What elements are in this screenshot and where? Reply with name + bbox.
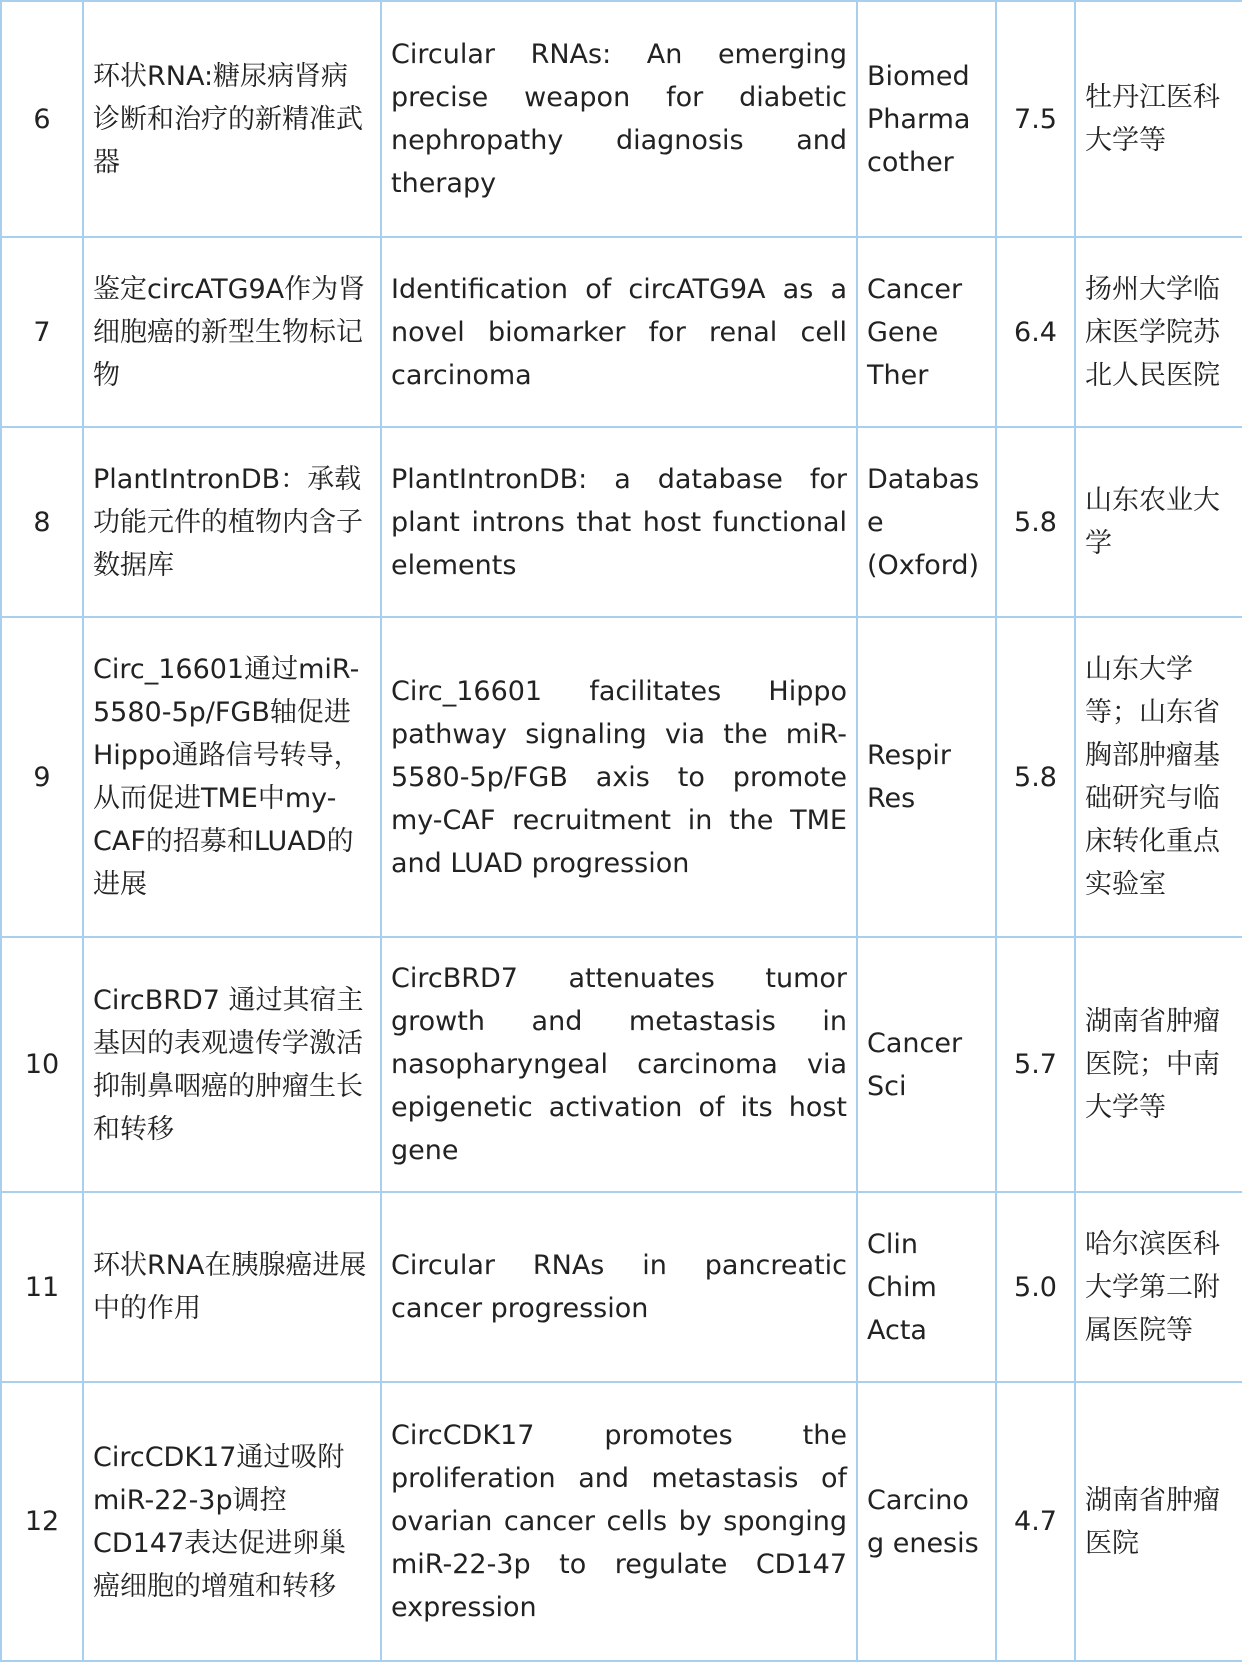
journal: Databas e (Oxford) <box>857 427 996 617</box>
institution: 哈尔滨医科大学第二附属医院等 <box>1075 1192 1242 1382</box>
table-row <box>1 237 1242 427</box>
journal: Respir Res <box>857 617 996 937</box>
row-number: 11 <box>1 1192 83 1382</box>
chinese-title: CircCDK17通过吸附miR-22-3p调控CD147表达促进卵巢癌细胞的增殖和转移 <box>83 1382 381 1661</box>
journal: Clin Chim Acta <box>857 1192 996 1382</box>
chinese-title: PlantIntronDB：承载功能元件的植物内含子数据库 <box>83 427 381 617</box>
impact-factor: 5.8 <box>996 427 1075 617</box>
impact-factor: 5.7 <box>996 937 1075 1192</box>
row-number: 7 <box>1 237 83 427</box>
institution: 湖南省肿瘤医院；中南大学等 <box>1075 937 1242 1192</box>
table-row <box>1 617 1242 937</box>
chinese-title: 鉴定circATG9A作为肾细胞癌的新型生物标记物 <box>83 237 381 427</box>
institution: 扬州大学临床医学院苏北人民医院 <box>1075 237 1242 427</box>
table-row <box>1 1192 1242 1382</box>
english-title: Circular RNAs: An emerging precise weapon for diabetic nephropathy diagnosis and therapy <box>381 1 857 237</box>
impact-factor: 7.5 <box>996 1 1075 237</box>
row-number: 8 <box>1 427 83 617</box>
institution: 湖南省肿瘤医院 <box>1075 1382 1242 1661</box>
english-title: CircCDK17 promotes the proliferation and metastasis of ovarian cancer cells by sponging miR-22-3p to regulate CD147 expression <box>381 1382 857 1661</box>
impact-factor: 6.4 <box>996 237 1075 427</box>
chinese-title: 环状RNA:糖尿病肾病诊断和治疗的新精准武器 <box>83 1 381 237</box>
journal: Biomed Pharma cother <box>857 1 996 237</box>
english-title: PlantIntronDB: a database for plant introns that host functional elements <box>381 427 857 617</box>
english-title: Identification of circATG9A as a novel biomarker for renal cell carcinoma <box>381 237 857 427</box>
chinese-title: CircBRD7 通过其宿主基因的表观遗传学激活抑制鼻咽癌的肿瘤生长和转移 <box>83 937 381 1192</box>
impact-factor: 4.7 <box>996 1382 1075 1661</box>
chinese-title: 环状RNA在胰腺癌进展中的作用 <box>83 1192 381 1382</box>
institution: 山东农业大学 <box>1075 427 1242 617</box>
institution: 山东大学等；山东省胸部肿瘤基础研究与临床转化重点实验室 <box>1075 617 1242 937</box>
row-number: 10 <box>1 937 83 1192</box>
chinese-title: Circ_16601通过miR-5580-5p/FGB轴促进Hippo通路信号转导，从而促进TME中my-CAF的招募和LUAD的进展 <box>83 617 381 937</box>
english-title: Circ_16601 facilitates Hippo pathway signaling via the miR-5580-5p/FGB axis to promote my-CAF recruitment in the TME and LUAD progression <box>381 617 857 937</box>
journal: Cancer Gene Ther <box>857 237 996 427</box>
institution: 牡丹江医科大学等 <box>1075 1 1242 237</box>
table-row <box>1 427 1242 617</box>
impact-factor: 5.0 <box>996 1192 1075 1382</box>
table-row <box>1 937 1242 1192</box>
journal: Cancer Sci <box>857 937 996 1192</box>
row-number: 9 <box>1 617 83 937</box>
table-row <box>1 1382 1242 1661</box>
journal: Carcinog enesis <box>857 1382 996 1661</box>
table-row <box>1 1 1242 237</box>
english-title: CircBRD7 attenuates tumor growth and metastasis in nasopharyngeal carcinoma via epigenetic activation of its host gene <box>381 937 857 1192</box>
row-number: 6 <box>1 1 83 237</box>
impact-factor: 5.8 <box>996 617 1075 937</box>
english-title: Circular RNAs in pancreatic cancer progression <box>381 1192 857 1382</box>
row-number: 12 <box>1 1382 83 1661</box>
